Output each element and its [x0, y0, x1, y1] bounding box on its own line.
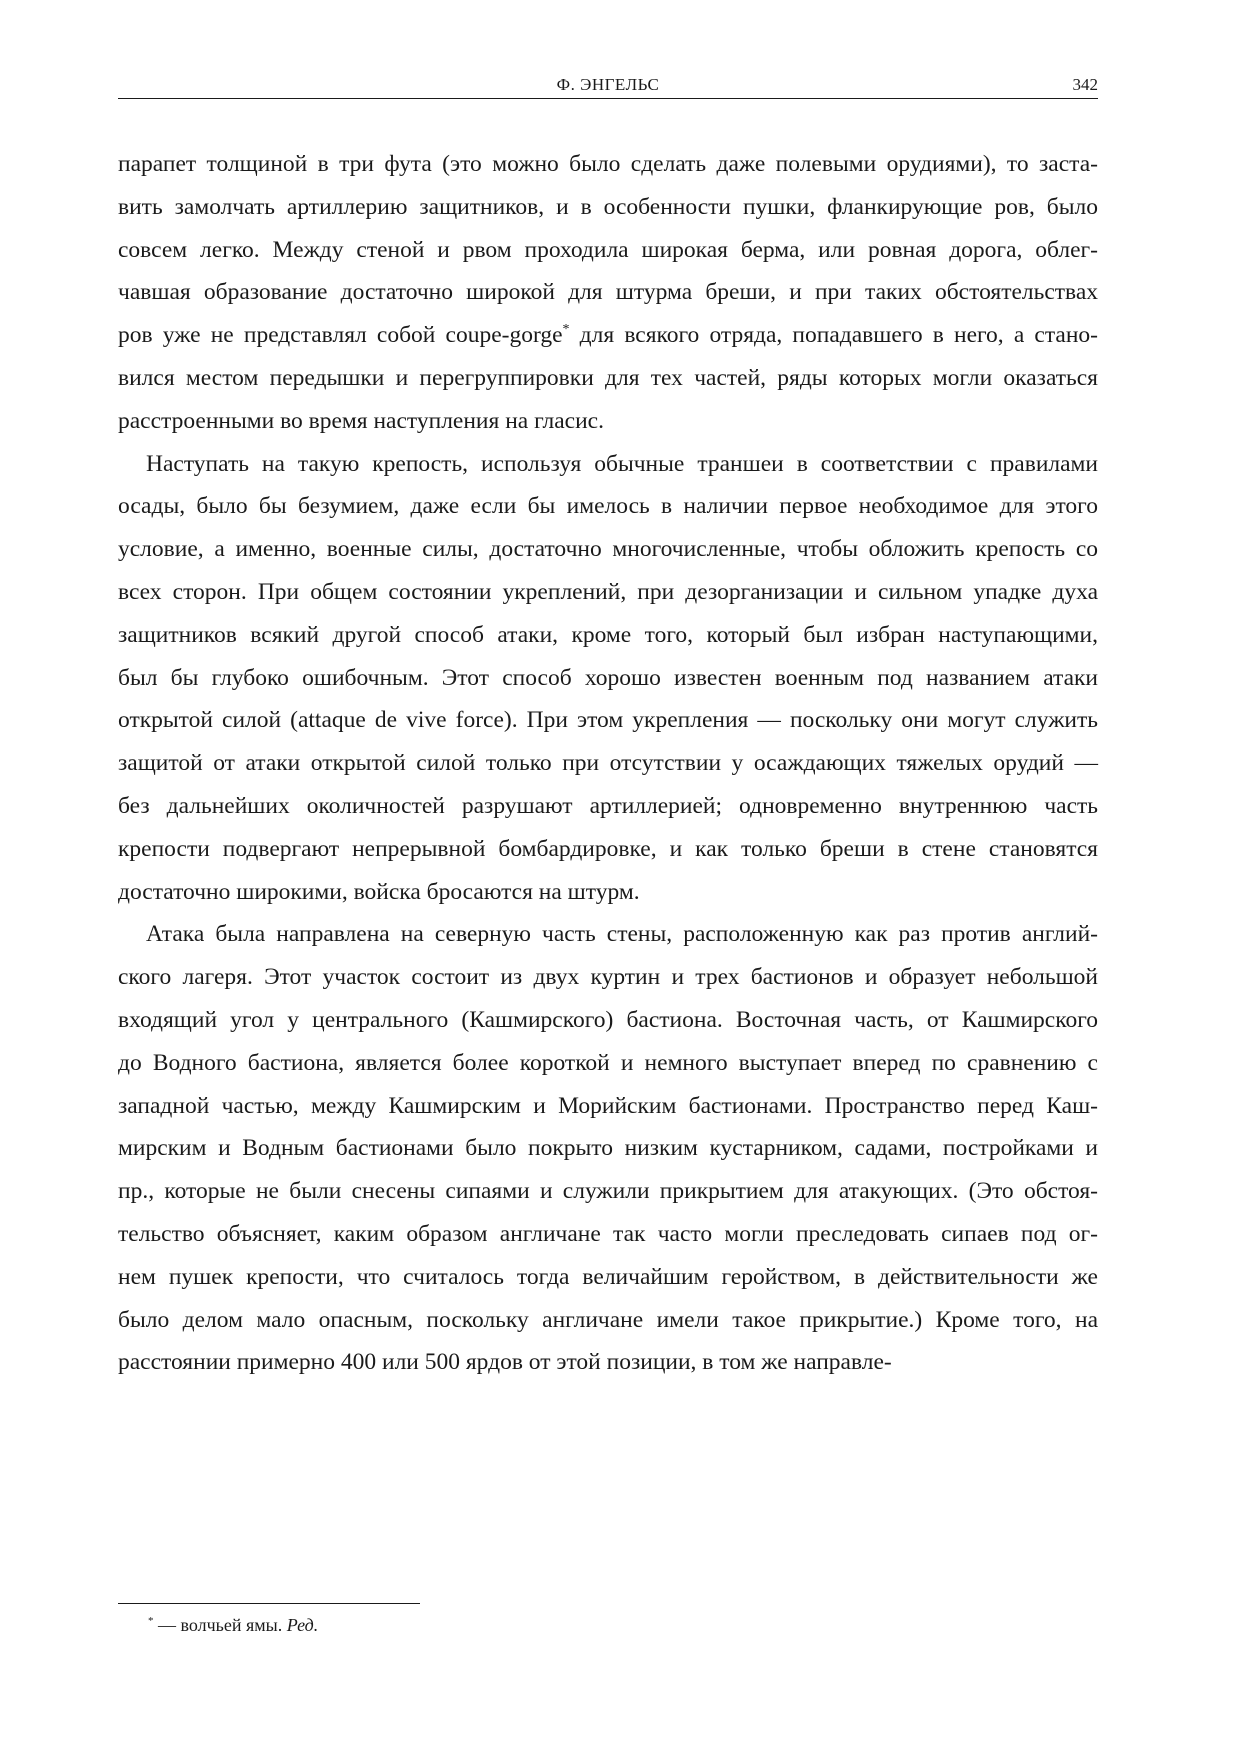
- text-line: вился местом передышки и перегруппировки для тех частей, ряды которых могли оказаться: [118, 364, 1098, 391]
- text-line: нем пушек крепости, что считалось тогда величайшим геройством, в действительности же: [118, 1263, 1098, 1290]
- text-line: расстроенными во время наступления на гласис.: [118, 407, 604, 434]
- text-line: без дальнейших околичностей разрушают артиллерией; одновременно внутреннюю часть: [118, 792, 1098, 819]
- text-line: открытой силой (attaque de vive force). При этом укрепления — поскольку они могут служить: [118, 707, 1098, 734]
- text-line: достаточно широкими, войска бросаются на штурм.: [118, 878, 640, 905]
- footnote: [148, 1612, 318, 1638]
- text-line: пр., которые не были снесены сипаями и служили прикрытием для атакующих. (Это обстоя-: [118, 1178, 1098, 1205]
- footnote-text: — волчьей ямы.: [153, 1615, 287, 1635]
- header-author: Ф. ЭНГЕЛЬС: [556, 75, 660, 94]
- page-number: 342: [1072, 75, 1098, 94]
- text-line: парапет толщиной в три фута (это можно было сделать даже полевыми орудиями), то заста-: [118, 151, 1098, 177]
- text-fragment: для всякого отряда, попадавшего в него, а стано-: [569, 322, 1098, 349]
- text-line: мирским и Водным бастионами было покрыто низким кустарником, садами, постройками и: [118, 1135, 1098, 1162]
- footnote-mark: *: [148, 1615, 154, 1627]
- text-line: тельство объясняет, каким образом англичане так часто могли преследовать сипаев под ог-: [118, 1220, 1098, 1247]
- text-line: был бы глубоко ошибочным. Этот способ хорошо известен военным под названием атаки: [118, 664, 1098, 691]
- text-line: защитой от атаки открытой силой только при отсутствии у осаждающих тяжелых орудий —: [118, 750, 1098, 777]
- text-fragment: ров уже не представлял собой coupe-gorge: [118, 322, 563, 349]
- text-line: условие, а именно, военные силы, достаточно многочисленные, чтобы обложить крепость со: [118, 536, 1098, 563]
- footnote-editor-note: Ред.: [286, 1615, 319, 1635]
- text-line: Атака была направлена на северную часть стены, расположенную как раз против англий-: [146, 921, 1098, 948]
- text-line: было делом мало опасным, поскольку англичане имели такое прикрытие.) Кроме того, на: [118, 1306, 1098, 1333]
- text-line: входящий угол у центрального (Кашмирского) бастиона. Восточная часть, от Кашмирского: [118, 1006, 1098, 1033]
- running-header: [118, 72, 1098, 99]
- text-line: всех сторон. При общем состоянии укреплений, при дезорганизации и сильном упадке духа: [118, 578, 1098, 605]
- text-line: расстоянии примерно 400 или 500 ярдов от этой позиции, в том же направле-: [118, 1349, 892, 1376]
- footnote-reference: *: [562, 322, 570, 338]
- text-line: защитников всякий другой способ атаки, кроме того, который был избран наступающими,: [118, 621, 1098, 648]
- body-text: [118, 143, 1098, 1384]
- paragraph-3: [118, 913, 1098, 1384]
- footnote-divider: [118, 1603, 420, 1604]
- paragraph-1: [118, 143, 1098, 443]
- text-line: вить замолчать артиллерию защитников, и в особенности пушки, фланкирующие ров, было: [118, 193, 1098, 220]
- text-line: западной частью, между Кашмирским и Морийским бастионами. Пространство перед Каш-: [118, 1092, 1098, 1119]
- text-line: до Водного бастиона, является более короткой и немного выступает вперед по сравнению с: [118, 1049, 1098, 1076]
- text-line: Наступать на такую крепость, используя обычные траншеи в соответствии с правилами: [146, 450, 1098, 477]
- text-line: чавшая образование достаточно широкой для штурма бреши, и при таких обстоятельствах: [118, 279, 1098, 306]
- text-line-with-footnote: [118, 314, 1098, 357]
- paragraph-2: [118, 443, 1098, 914]
- text-line: ского лагеря. Этот участок состоит из двух куртин и трех бастионов и образует небольшой: [118, 964, 1098, 991]
- text-line: осады, было бы безумием, даже если бы имелось в наличии первое необходимое для этого: [118, 493, 1098, 520]
- text-line: крепости подвергают непрерывной бомбардировке, и как только бреши в стене становятся: [118, 835, 1098, 862]
- text-line: совсем легко. Между стеной и рвом проходила широкая берма, или ровная дорога, облег-: [118, 236, 1098, 263]
